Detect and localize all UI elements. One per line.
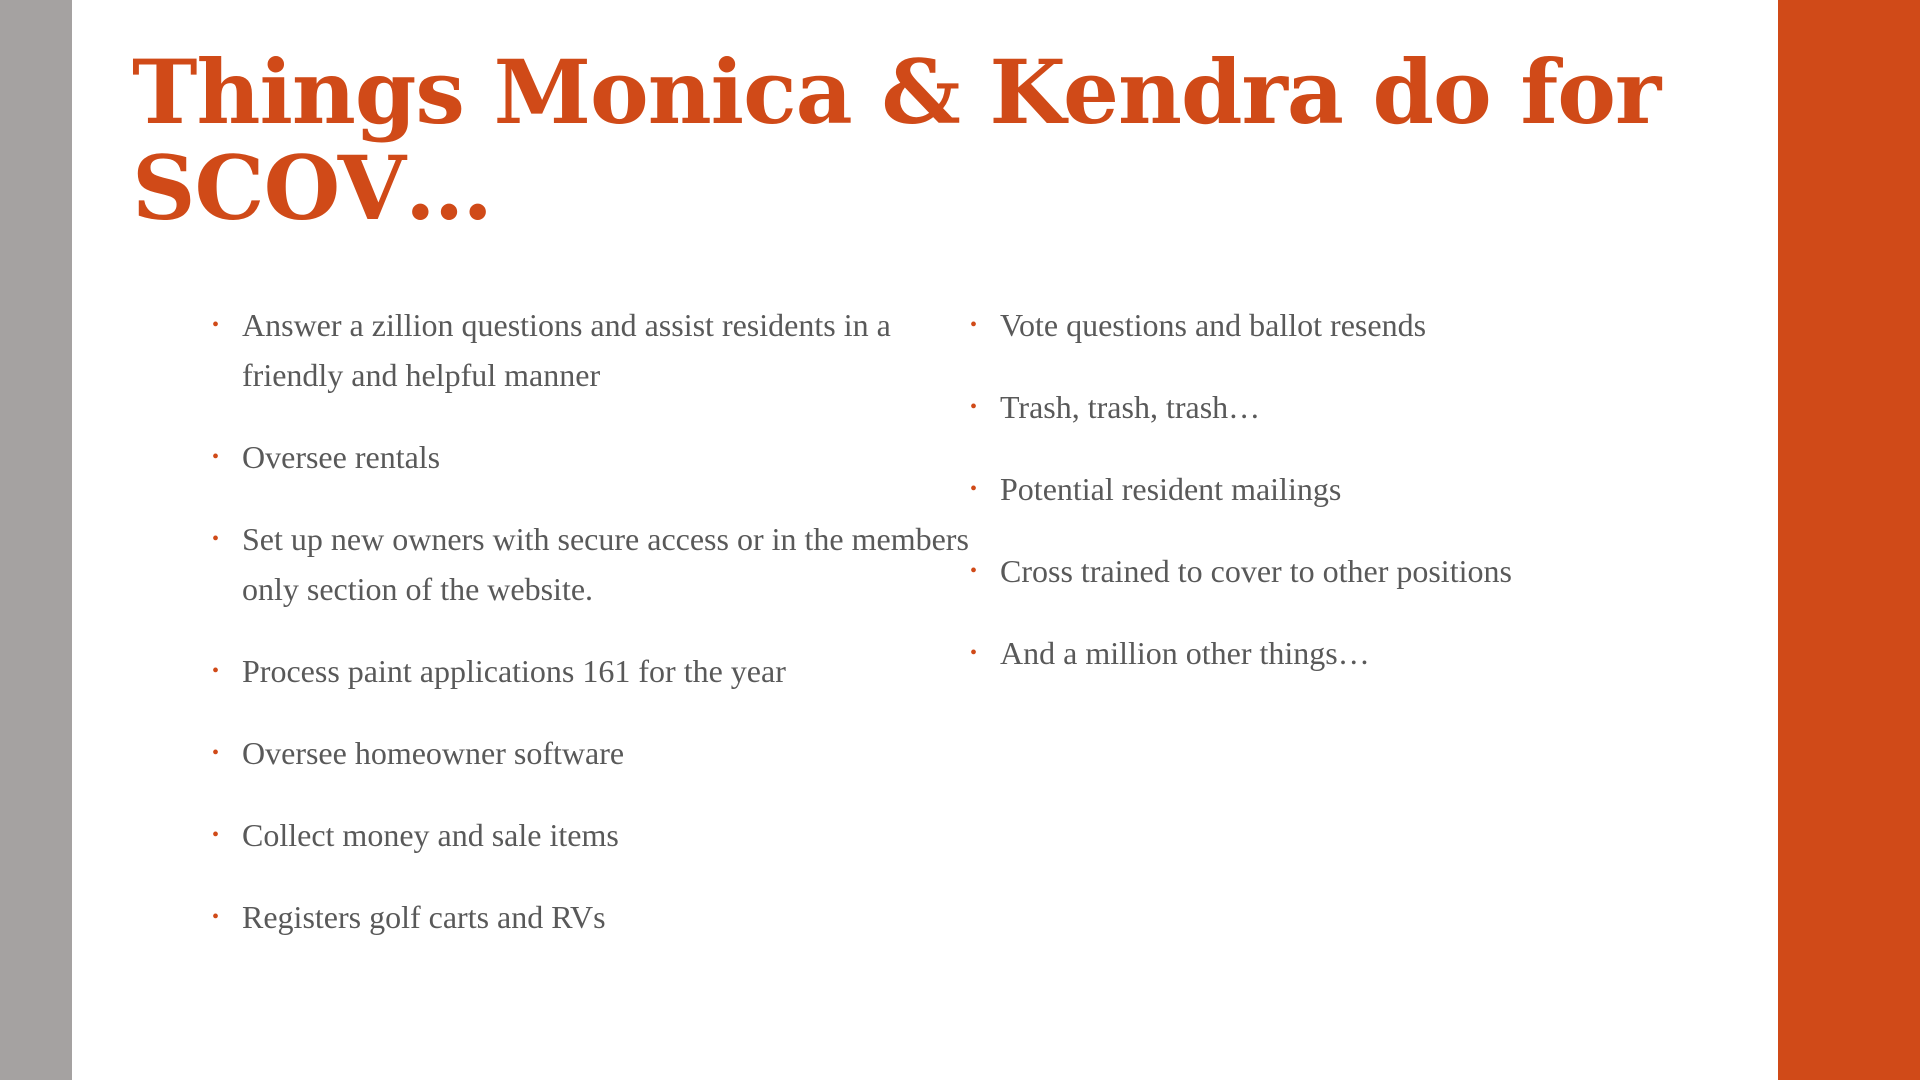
bullet-item — [968, 546, 1728, 596]
bullet-icon: • — [212, 446, 220, 468]
bullet-text: Cross trained to cover to other positions — [1000, 553, 1512, 589]
bullet-icon: • — [212, 660, 220, 682]
bullet-icon: • — [212, 742, 220, 764]
bullet-icon: • — [970, 560, 978, 582]
bullet-item — [210, 300, 970, 400]
bullet-text: Oversee rentals — [242, 439, 441, 475]
bullet-text: Collect money and sale items — [242, 817, 619, 853]
bullet-text: Potential resident mailings — [1000, 471, 1342, 507]
bullet-text: Vote questions and ballot resends — [1000, 307, 1427, 343]
bullet-item — [210, 728, 970, 778]
bullet-item — [968, 300, 1728, 350]
bullet-item — [968, 464, 1728, 514]
bullet-text: And a million other things… — [1000, 635, 1370, 671]
bullet-text: Set up new owners with secure access or in the members only section of the website. — [242, 521, 969, 607]
bullet-text: Process paint applications 161 for the year — [242, 653, 786, 689]
bullet-text: Registers golf carts and RVs — [242, 899, 606, 935]
bullet-icon: • — [970, 478, 978, 500]
bullet-icon: • — [970, 314, 978, 336]
bullet-text: Answer a zillion questions and assist residents in a friendly and helpful manner — [242, 307, 891, 393]
bullet-icon: • — [212, 906, 220, 928]
bullet-icon: • — [212, 314, 220, 336]
bullet-item — [968, 382, 1728, 432]
slide-title: Things Monica & Kendra do for SCOV… — [132, 40, 1661, 240]
bullet-item — [210, 810, 970, 860]
bullet-item — [210, 432, 970, 482]
bullet-icon: • — [970, 642, 978, 664]
bullet-item — [210, 646, 970, 696]
bullet-item — [210, 892, 970, 942]
right-bullet-list — [968, 300, 1728, 710]
bullet-item — [968, 628, 1728, 678]
bullet-item — [210, 514, 970, 614]
right-accent-bar — [1778, 0, 1920, 1080]
left-accent-bar — [0, 0, 72, 1080]
bullet-text: Oversee homeowner software — [242, 735, 625, 771]
bullet-icon: • — [212, 824, 220, 846]
bullet-text: Trash, trash, trash… — [1000, 389, 1261, 425]
bullet-icon: • — [212, 528, 220, 550]
bullet-icon: • — [970, 396, 978, 418]
left-bullet-list — [210, 300, 970, 974]
